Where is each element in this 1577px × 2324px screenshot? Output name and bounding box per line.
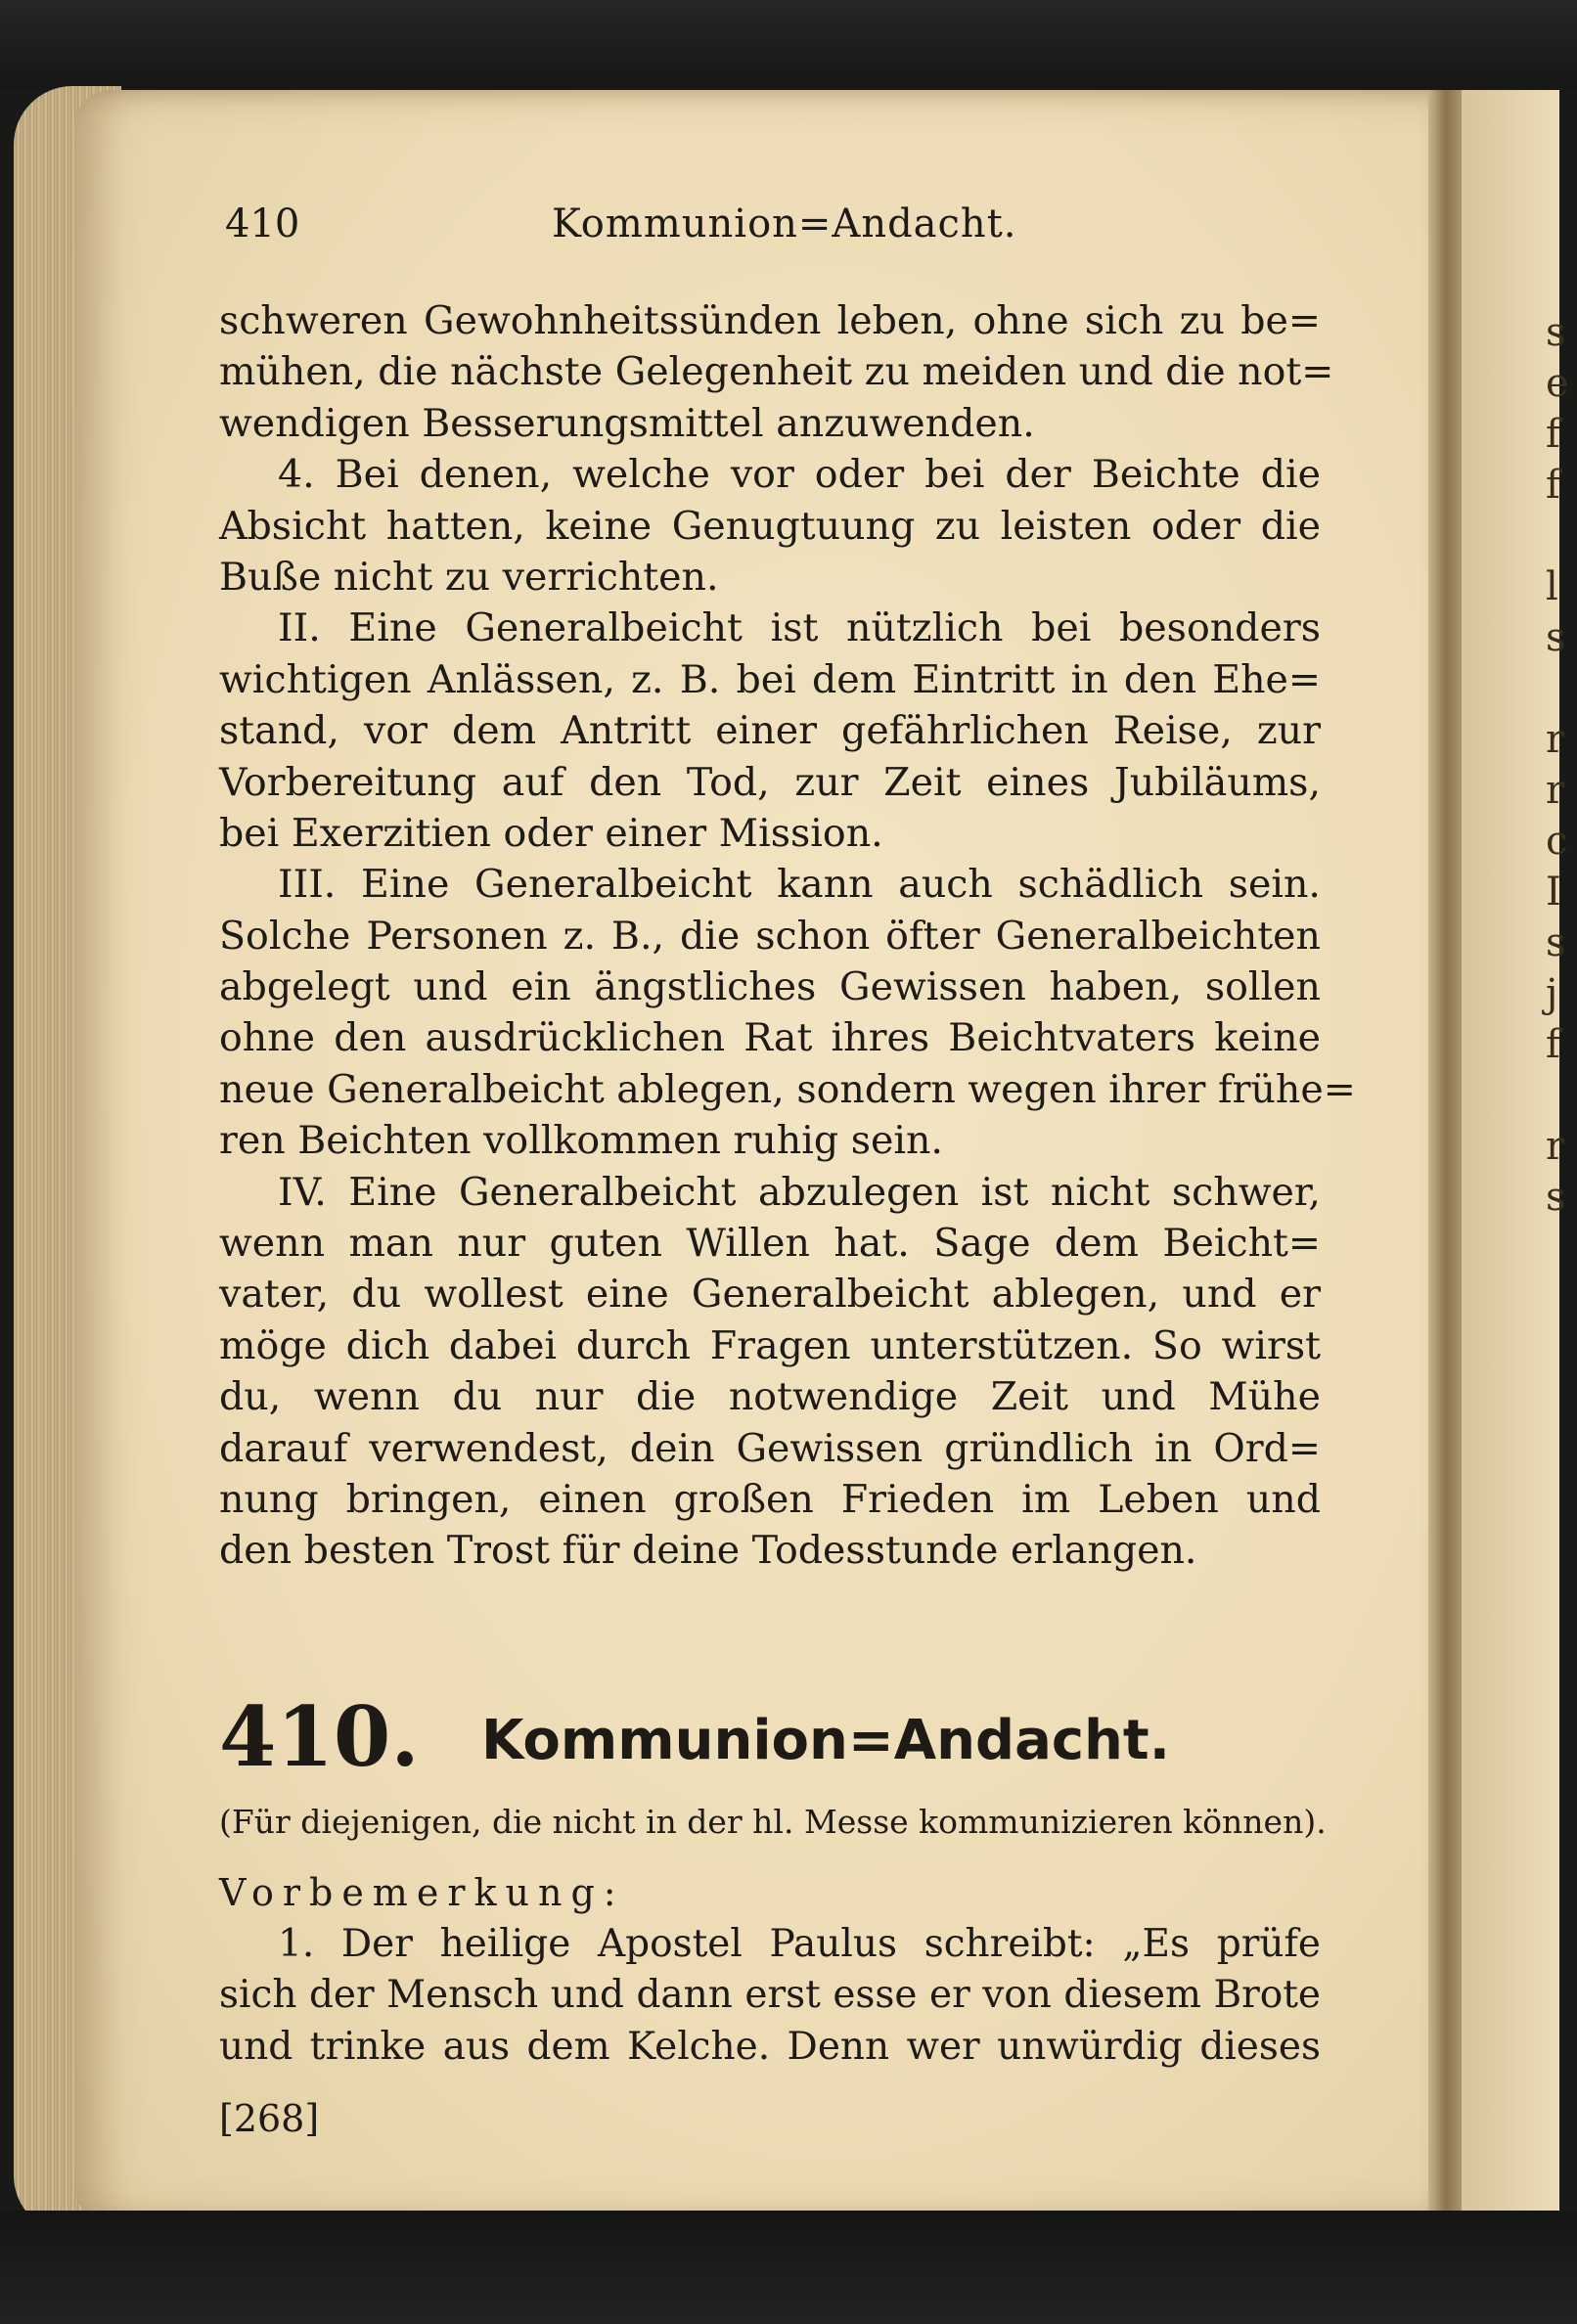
text-line: vater, du wollest eine Generalbeicht ablegen, und er xyxy=(219,1272,1321,1318)
vorbemerkung-label: Vorbemerkung: xyxy=(219,1871,625,1914)
text-line: 4. Bei denen, welche vor oder bei der Beichte die xyxy=(278,452,1321,498)
text-line: stand, vor dem Antritt einer gefährlichen Reise, zur xyxy=(219,708,1321,754)
book-cover-bottom xyxy=(0,2211,1577,2324)
body-text xyxy=(219,295,1356,1577)
text-line: bei Exerzitien oder einer Mission. xyxy=(219,810,883,856)
next-page-letter: e xyxy=(1546,361,1569,406)
text-line: mühen, die nächste Gelegenheit zu meiden und die not= xyxy=(219,349,1334,395)
text-line: Vorbereitung auf den Tod, zur Zeit eines Jubiläums, xyxy=(219,759,1321,805)
text-line: 1. Der heilige Apostel Paulus schreibt: „Es prüfe xyxy=(278,1922,1321,1966)
section-note: (Für diejenigen, die nicht in der hl. Messe kommunizieren können). xyxy=(219,1803,1327,1841)
text-line: wenn man nur guten Willen hat. Sage dem Beicht= xyxy=(219,1221,1321,1267)
text-line: ohne den ausdrücklichen Rat ihres Beichtvaters keine xyxy=(219,1015,1321,1061)
next-page-strip xyxy=(1462,90,1569,2222)
next-page-letter: f xyxy=(1546,463,1560,508)
text-line: schweren Gewohnheitssünden leben, ohne sich zu be= xyxy=(219,298,1321,343)
text-line: darauf verwendest, dein Gewissen gründlich in Ord= xyxy=(219,1425,1321,1471)
next-page-letter: f xyxy=(1546,412,1560,457)
text-line: II. Eine Generalbeicht ist nützlich bei besonders xyxy=(278,605,1321,651)
text-line: wendigen Besserungsmittel anzuwenden. xyxy=(219,400,1035,446)
text-line: neue Generalbeicht ablegen, sondern wegen ihrer frühe= xyxy=(219,1066,1356,1112)
next-page-letter: r xyxy=(1546,1124,1565,1169)
section-number: 410. xyxy=(219,1688,420,1785)
next-page-letter: r xyxy=(1546,768,1565,813)
next-page-letter: j xyxy=(1546,971,1558,1016)
text-line: und trinke aus dem Kelche. Denn wer unwürdig dieses xyxy=(219,2024,1321,2069)
running-title: Kommunion=Andacht. xyxy=(552,201,1017,246)
next-page-letter: f xyxy=(1546,1022,1560,1067)
text-line: III. Eine Generalbeicht kann auch schädlich sein. xyxy=(278,862,1321,908)
text-line: du, wenn du nur die notwendige Zeit und Mühe xyxy=(219,1374,1321,1420)
page-number: 410 xyxy=(225,201,300,246)
text-line: den besten Trost für deine Todesstunde erlangen. xyxy=(219,1528,1197,1574)
text-line: Solche Personen z. B., die schon öfter Generalbeichten xyxy=(219,913,1321,959)
text-line: sich der Mensch und dann erst esse er von diesem Brote xyxy=(219,1973,1321,2018)
next-page-letter: s xyxy=(1546,1175,1566,1220)
next-page-letter: s xyxy=(1546,310,1566,355)
text-line: nung bringen, einen großen Frieden im Leben und xyxy=(219,1476,1321,1522)
next-page-letter: c xyxy=(1546,819,1568,864)
signature-mark: [268] xyxy=(219,2097,320,2140)
section-title: Kommunion=Andacht. xyxy=(481,1709,1170,1772)
next-page-letter: r xyxy=(1546,717,1565,762)
next-page-letter: l xyxy=(1546,564,1558,609)
text-line: abgelegt und ein ängstliches Gewissen haben, sollen xyxy=(219,964,1321,1010)
text-line: Absicht hatten, keine Genugtuung zu leisten oder die xyxy=(219,503,1321,549)
section-paragraph xyxy=(219,1919,1321,2073)
text-line: möge dich dabei durch Fragen unterstützen. So wirst xyxy=(219,1322,1321,1368)
next-page-letter: s xyxy=(1546,920,1566,965)
text-line: wichtigen Anlässen, z. B. bei dem Eintritt in den Ehe= xyxy=(219,656,1321,702)
running-header xyxy=(219,201,1321,256)
next-page-letter: I xyxy=(1546,870,1561,915)
text-line: IV. Eine Generalbeicht abzulegen ist nicht schwer, xyxy=(278,1169,1321,1215)
book-cover-top xyxy=(0,0,1577,88)
text-line: Buße nicht zu verrichten. xyxy=(219,554,719,600)
next-page-letter: s xyxy=(1546,615,1566,660)
section-heading xyxy=(219,1688,1321,1786)
text-line: ren Beichten vollkommen ruhig sein. xyxy=(219,1118,943,1164)
